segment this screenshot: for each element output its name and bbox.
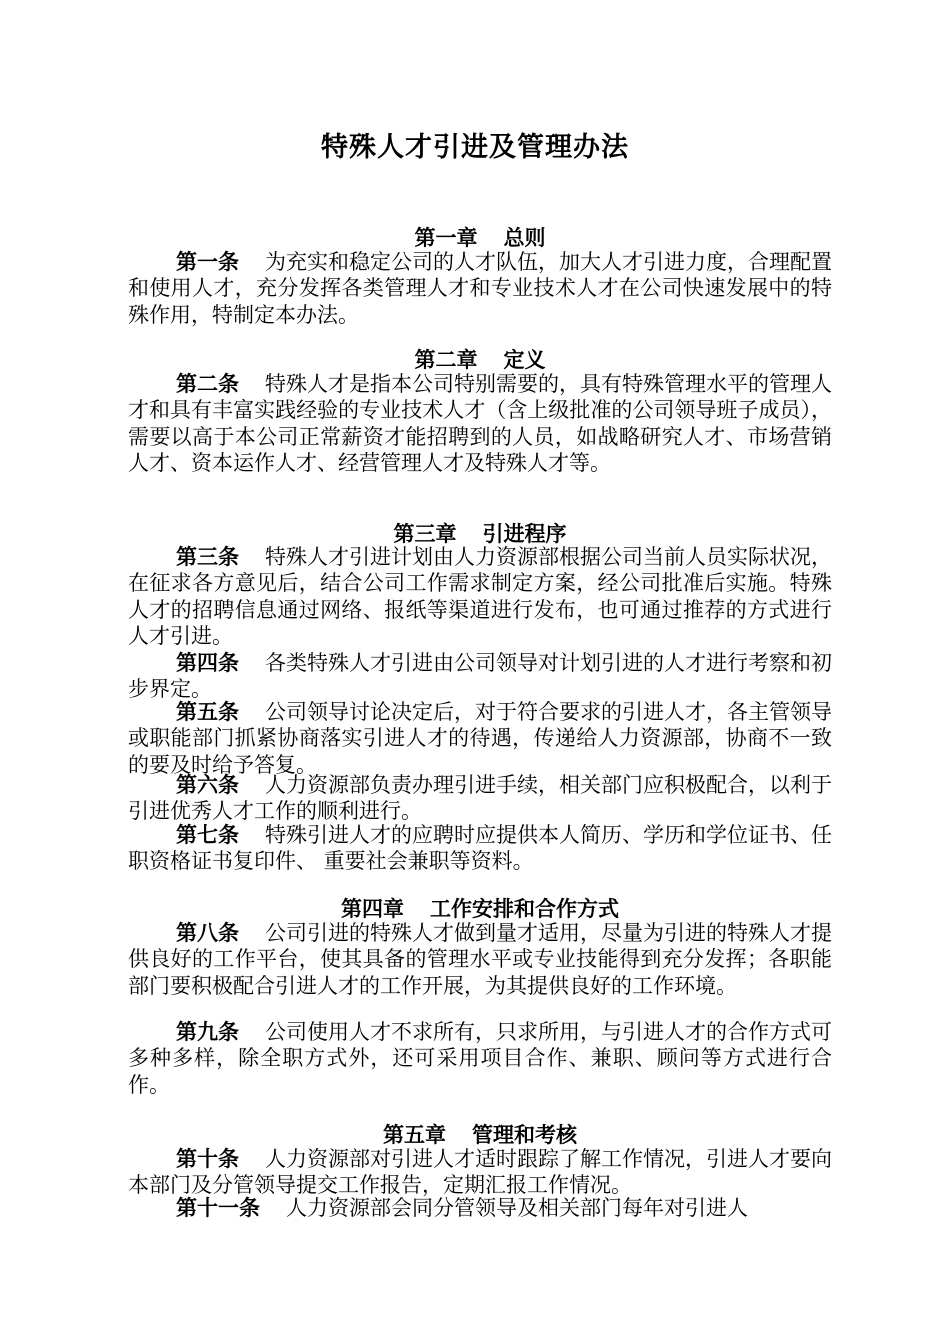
article-text: 各类特殊人才引进由公司领导对计划引进的人才进行考察和初步界定。	[128, 651, 832, 702]
article-7	[128, 822, 832, 875]
article-number: 第九条	[176, 1020, 239, 1044]
chapter-name: 管理和考核	[472, 1123, 577, 1147]
article-text: 特殊人才是指本公司特别需要的，具有特殊管理水平的管理人才和具有丰富实践经验的专业技术人才（含上级批准的公司领导班子成员），需要以高于本公司正常薪资才能招聘到的人员，如战略研究人才、市场营销人才、资本运作人才、经营管理人才及特殊人才等。	[128, 372, 832, 475]
article-6	[128, 772, 832, 825]
article-text: 人力资源部负责办理引进手续，相关部门应积极配合，以利于引进优秀人才工作的顺利进行。	[128, 773, 832, 824]
article-number: 第五条	[176, 700, 239, 724]
article-11	[128, 1195, 832, 1221]
chapter-heading-1	[128, 224, 832, 252]
article-text: 人力资源部会同分管领导及相关部门每年对引进人	[286, 1196, 748, 1220]
article-number: 第三条	[176, 545, 239, 569]
chapter-number: 第四章	[341, 897, 404, 921]
article-1	[128, 249, 832, 328]
article-text: 为充实和稳定公司的人才队伍，加大人才引进力度，合理配置和使用人才，充分发挥各类管理人才和专业技术人才在公司快速发展中的特殊作用，特制定本办法。	[128, 250, 832, 327]
article-9	[128, 1019, 832, 1098]
article-5	[128, 699, 832, 778]
article-4	[128, 650, 832, 703]
chapter-name: 工作安排和合作方式	[430, 897, 619, 921]
chapter-number: 第五章	[383, 1123, 446, 1147]
article-text: 特殊引进人才的应聘时应提供本人简历、学历和学位证书、任职资格证书复印件、 重要社会兼职等资料。	[128, 823, 832, 874]
article-number: 第十一条	[176, 1196, 260, 1220]
chapter-heading-5	[128, 1121, 832, 1149]
chapter-heading-4	[128, 895, 832, 923]
article-text: 人力资源部对引进人才适时跟踪了解工作情况，引进人才要向本部门及分管领导提交工作报告，定期汇报工作情况。	[128, 1147, 832, 1198]
article-8	[128, 920, 832, 999]
article-number: 第二条	[176, 372, 239, 396]
chapter-heading-2	[128, 346, 832, 374]
chapter-name: 定义	[503, 348, 546, 372]
article-text: 公司引进的特殊人才做到量才适用，尽量为引进的特殊人才提供良好的工作平台，使其具备的管理水平或专业技能得到充分发挥；各职能部门要积极配合引进人才的工作开展，为其提供良好的工作环境。	[128, 921, 832, 998]
chapter-number: 第一章	[414, 226, 478, 250]
article-10	[128, 1146, 832, 1199]
article-number: 第一条	[176, 250, 239, 274]
chapter-name: 总则	[503, 226, 546, 250]
article-number: 第六条	[176, 773, 239, 797]
article-3	[128, 544, 832, 649]
article-number: 第十条	[176, 1147, 239, 1171]
article-number: 第七条	[176, 823, 239, 847]
article-number: 第八条	[176, 921, 239, 945]
article-number: 第四条	[176, 651, 239, 675]
article-text: 公司领导讨论决定后，对于符合要求的引进人才，各主管领导或职能部门抓紧协商落实引进人才的待遇，传递给人力资源部，协商不一致的要及时给予答复。	[128, 700, 832, 777]
chapter-name: 引进程序	[482, 522, 567, 546]
document-title: 特殊人才引进及管理办法	[321, 132, 629, 163]
article-text: 特殊人才引进计划由人力资源部根据公司当前人员实际状况，在征求各方意见后，结合公司工作需求制定方案，经公司批准后实施。特殊人才的招聘信息通过网络、报纸等渠道进行发布，也可通过推荐的方式进行人才引进。	[128, 545, 832, 648]
chapter-number: 第二章	[414, 348, 478, 372]
article-text: 公司使用人才不求所有，只求所用，与引进人才的合作方式可多种多样，除全职方式外，还可采用项目合作、兼职、顾问等方式进行合作。	[128, 1020, 832, 1097]
article-2	[128, 371, 832, 476]
chapter-number: 第三章	[393, 522, 457, 546]
